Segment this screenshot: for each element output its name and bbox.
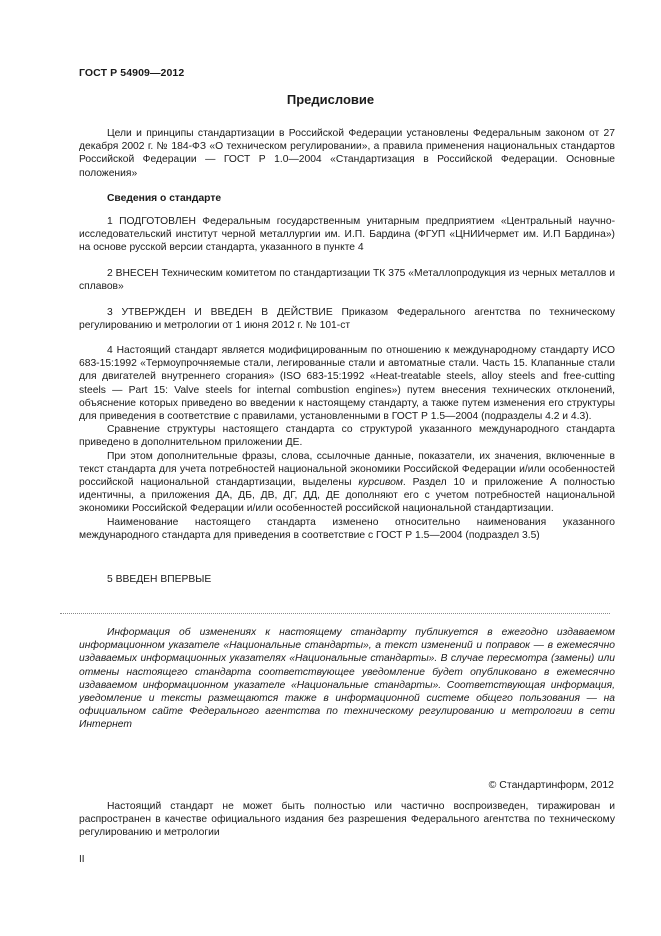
item-5-paragraph: 5 ВВЕДЕН ВПЕРВЫЕ <box>107 574 212 585</box>
rights-paragraph: Настоящий стандарт не может быть полностью или частично воспроизведен, тиражирован и распространен в качестве официального издания без разрешения Федерального агентства по техническому регулированию и метрологии <box>79 801 615 839</box>
intro-paragraph: Цели и принципы стандартизации в Российской Федерации установлены Федеральным законом от 27 декабря 2002 г. № 184-ФЗ «О техническом регулировании», а правила применения национальных стандартов Российской Федерации — ГОСТ Р 1.0—2004 «Стандартизация в Российской Федерации. Основные положения» <box>79 128 615 179</box>
section-subheading: Сведения о стандарте <box>107 193 222 204</box>
item-4-p3-text-after: . Раздел 10 и приложение А полностью идентичны, а приложения ДА, ДБ, ДВ, ДГ, ДД, ДЕ дополняют его с учетом потребностей национальной экономики Российской Федерации и/или особенностей российской национальной стандартизации. <box>79 477 615 515</box>
copyright-line: © Стандартинформ, 2012 <box>488 779 614 791</box>
notice-paragraph: Информация об изменениях к настоящему стандарту публикуется в ежегодно издаваемом информационном указателе «Национальные стандарты», а текст изменений и поправок — в ежемесячно издаваемых информационных указателях «Национальные стандарты». В случае пересмотра (замены) или отмены настоящего стандарта соответствующее уведомление будет опубликовано в ежемесячно издаваемом информационном указателе «Национальные стандарты». Соответствующая информация, уведомление и тексты размещаются также в информационной системе общего пользования — на официальном сайте Федерального агентства по техническому регулированию и метрологии в сети Интернет <box>79 627 615 731</box>
rights-block <box>79 800 615 840</box>
item-4-paragraph-3 <box>79 450 615 516</box>
standard-header: ГОСТ Р 54909—2012 <box>79 67 185 79</box>
item-4-p3-text-before: При этом дополнительные фразы, слова, ссылочные данные, показатели, их значения, включенные в текст стандарта для учета потребностей национальной экономики Российской Федерации и/или особенностей российской национальной стандартизации, выделены <box>79 450 615 489</box>
item-1-block <box>79 215 615 255</box>
page-title: Предисловие <box>286 92 375 107</box>
item-3-block <box>79 306 615 332</box>
item-3-paragraph: 3 УТВЕРЖДЕН И ВВЕДЕН В ДЕЙСТВИЕ Приказом Федерального агентства по техническому регулированию и метрологии от 1 июня 2012 г. № 101-ст <box>79 307 615 332</box>
item-1-paragraph: 1 ПОДГОТОВЛЕН Федеральным государственным унитарным предприятием «Центральный научно-исследовательский институт черной металлургии им. И.П. Бардина (ФГУП «ЦНИИчермет им. И.П Бардина») на основе русской версии стандарта, указанного в пункте 4 <box>79 216 615 254</box>
intro-block <box>79 127 615 180</box>
section-divider <box>60 613 610 614</box>
item-5-block <box>79 573 615 586</box>
item-2-block <box>79 267 615 293</box>
item-4-paragraph-4: Наименование настоящего стандарта изменено относительно наименования указанного международного стандарта для приведения в соответствие с ГОСТ Р 1.5—2004 (подраздел 3.5) <box>79 516 615 541</box>
item-2-paragraph: 2 ВНЕСЕН Техническим комитетом по стандартизации ТК 375 «Металлопродукция из черных металлов и сплавов» <box>79 268 615 293</box>
item-4-paragraph-1: 4 Настоящий стандарт является модифицированным по отношению к международному стандарту ИСО 683-15:1992 «Термоупрочняемые стали, легированные стали и автоматные стали. Часть 15. Клапанные стали для двигателей внутреннего сгорания» (ISO 683-15:1992 «Heat-treatable steels, alloy steels and free-cutting steels — Part 15: Valve steels for internal combustion engines») путем внесения технических отклонений, объяснение которых приведено во введении к настоящему стандарту, а также путем изменения его структуры для приведения в соответствие с правилами, установленными в ГОСТ Р 1.5—2004 (подразделы 4.2 и 4.3). <box>79 345 615 423</box>
item-4-block <box>79 344 615 542</box>
item-4-p3-italic: курсивом <box>358 477 403 489</box>
item-4-paragraph-2: Сравнение структуры настоящего стандарта со структурой указанного международного стандарта приведено в дополнительном приложении ДЕ. <box>79 424 615 449</box>
page-number: II <box>79 854 85 865</box>
notice-block <box>79 626 615 732</box>
subheading-block <box>79 192 615 205</box>
